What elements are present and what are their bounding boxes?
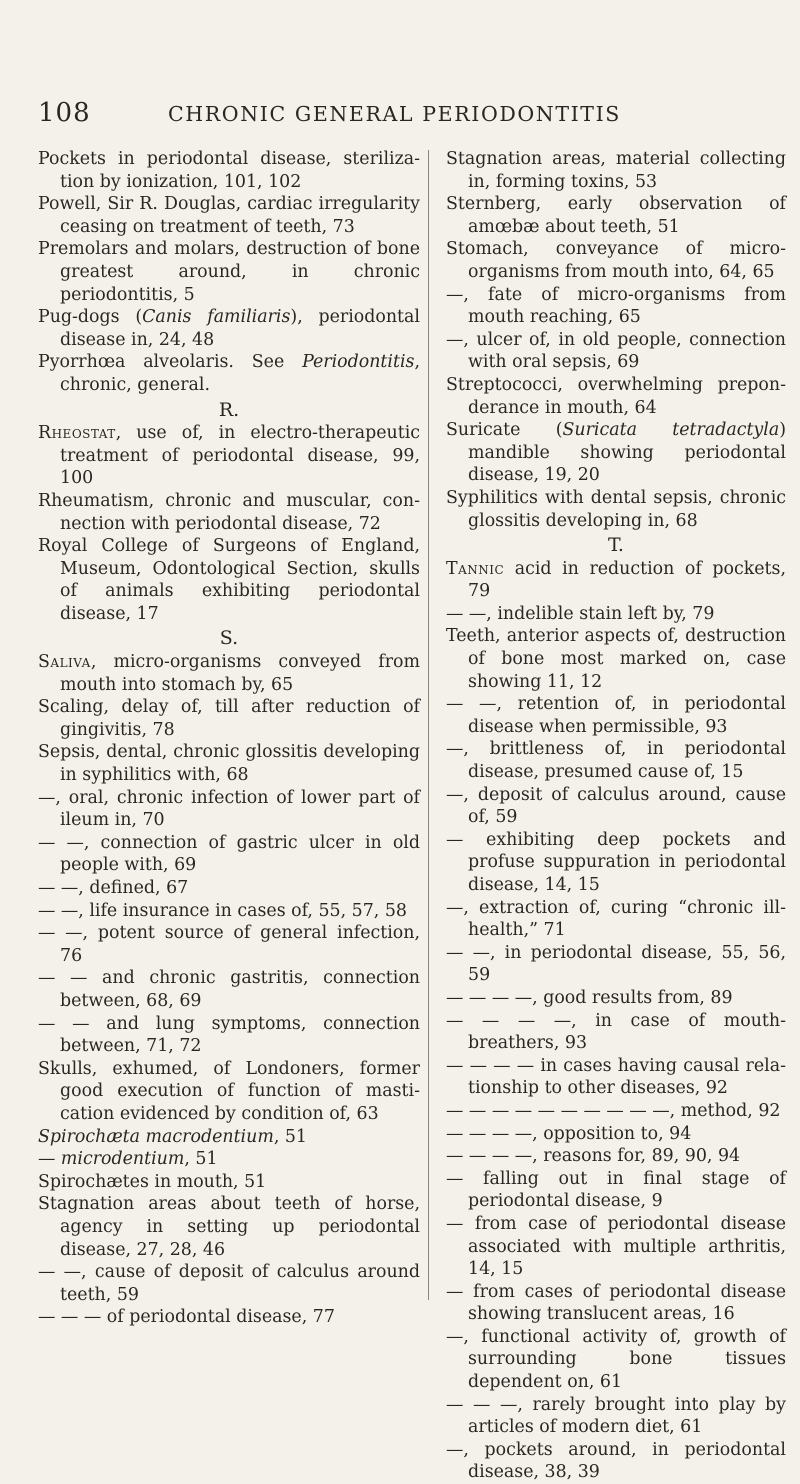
index-entry bbox=[446, 897, 786, 942]
index-entry-text: Saliva bbox=[38, 652, 91, 673]
index-entry-text: ) mandible showing periodontal disease, 19, 20 bbox=[468, 420, 786, 486]
index-entry-text: Rheostat bbox=[38, 423, 116, 444]
index-entry bbox=[446, 1213, 786, 1281]
index-entry bbox=[446, 784, 786, 829]
index-entry-text: , use of, in electro-therapeutic treatment of periodontal disease, 99, 100 bbox=[60, 423, 420, 489]
index-entry-text: — from case of periodontal disease associated with multiple arthritis, 14, 15 bbox=[446, 1213, 786, 1280]
index-entry bbox=[446, 1394, 786, 1439]
index-column-right bbox=[446, 148, 786, 1484]
index-entry bbox=[446, 1100, 786, 1123]
index-entry-text: Pug-dogs ( bbox=[38, 307, 143, 328]
index-entry bbox=[446, 942, 786, 987]
running-head: CHRONIC GENERAL PERIODONTITIS bbox=[168, 102, 621, 126]
index-entry bbox=[446, 1168, 786, 1213]
index-entry-text: — —, cause of deposit of calculus around teeth, 59 bbox=[38, 1262, 420, 1305]
index-column-left bbox=[38, 148, 420, 1329]
index-entry bbox=[38, 922, 420, 967]
index-entry-text: , 51 bbox=[273, 1126, 307, 1147]
index-entry-text: — —, in periodontal disease, 55, 56, 59 bbox=[446, 942, 786, 986]
index-entry-text: Suricata tetradactyla bbox=[562, 420, 780, 441]
index-entry bbox=[446, 1439, 786, 1484]
index-entry-text: Sepsis, dental, chronic glossitis developing in syphilitics with, 68 bbox=[38, 742, 420, 786]
index-entry-text: Spirochætes in mouth, 51 bbox=[38, 1171, 267, 1192]
index-entry-text: , chronic, general. bbox=[60, 352, 420, 395]
index-entry-text: — from cases of periodontal disease showing translucent areas, 16 bbox=[446, 1281, 786, 1325]
index-entry-text: —, brittleness of, in periodontal disease, presumed cause of, 15 bbox=[446, 739, 786, 783]
index-entry-text: Stagnation areas about teeth of horse, agency in setting up periodontal disease, 27, 28, 46 bbox=[38, 1194, 420, 1260]
index-entry-text: —, oral, chronic infection of lower part of ileum in, 70 bbox=[38, 787, 420, 831]
index-entry-text: Pockets in periodontal disease, sterilization by ionization, 101, 102 bbox=[38, 149, 420, 192]
index-entry bbox=[446, 625, 786, 693]
index-entry-text: — — — —, reasons for, 89, 90, 94 bbox=[446, 1146, 741, 1167]
index-entry-text: Tannic bbox=[446, 558, 505, 579]
index-entry-text: Pyorrhœa alveolaris. See bbox=[38, 352, 303, 373]
index-entry-text: —, extraction of, curing “chronic ill-health,” 71 bbox=[446, 897, 786, 941]
index-entry-text: Canis familiaris bbox=[142, 307, 291, 328]
index-entry bbox=[446, 693, 786, 738]
index-entry-text: — —, connection of gastric ulcer in old people with, 69 bbox=[38, 832, 420, 876]
index-entry-text: — — — —, opposition to, 94 bbox=[446, 1123, 692, 1144]
index-entry bbox=[38, 900, 420, 923]
index-entry bbox=[38, 1306, 420, 1329]
index-entry-text: , micro-organisms conveyed from mouth into stomach by, 65 bbox=[60, 652, 420, 695]
index-entry bbox=[446, 1055, 786, 1100]
index-entry bbox=[38, 193, 420, 238]
index-entry bbox=[446, 148, 786, 193]
index-entry bbox=[446, 329, 786, 374]
index-entry-text: — exhibiting deep pockets and profuse suppuration in periodontal disease, 14, 15 bbox=[446, 829, 786, 895]
index-entry bbox=[38, 1058, 420, 1126]
index-entry-text: — —, retention of, in periodontal disease when permissible, 93 bbox=[446, 694, 786, 737]
index-entry-text: Teeth, anterior aspects of, destruction of bone most marked on, case showing 11, 12 bbox=[446, 626, 786, 692]
index-entry-text: —, fate of micro-organisms from mouth reaching, 65 bbox=[446, 284, 786, 328]
index-entry bbox=[446, 1010, 786, 1055]
index-entry-text: — — and chronic gastritis, connection between, 68, 69 bbox=[38, 968, 420, 1011]
index-entry-text: Periodontitis bbox=[302, 352, 415, 373]
index-entry-text: Suricate ( bbox=[446, 420, 563, 441]
index-entry bbox=[446, 419, 786, 487]
index-entry bbox=[38, 1193, 420, 1261]
index-entry-text: — — — —, in case of mouth-breathers, 93 bbox=[446, 1010, 786, 1054]
index-entry-text: — — — of periodontal disease, 77 bbox=[38, 1307, 335, 1328]
index-entry bbox=[38, 1171, 420, 1194]
index-entry-text: — falling out in final stage of periodontal disease, 9 bbox=[446, 1168, 786, 1212]
index-entry bbox=[38, 1126, 420, 1149]
index-entry bbox=[446, 1326, 786, 1394]
index-entry bbox=[446, 1281, 786, 1326]
section-letter: R. bbox=[218, 398, 240, 421]
index-entry-text: Spirochæta macrodentium bbox=[38, 1126, 274, 1147]
index-entry-text: — — — — in cases having causal relationship to other diseases, 92 bbox=[446, 1055, 786, 1099]
index-entry-text: Skulls, exhumed, of Londoners, former good execution of function of mastication evidenced by condition of, 63 bbox=[38, 1058, 420, 1124]
index-entry-text: — — and lung symptoms, connection between, 71, 72 bbox=[38, 1013, 420, 1057]
index-entry bbox=[38, 1261, 420, 1306]
index-entry bbox=[38, 422, 420, 490]
index-entry-text: — —, life insurance in cases of, 55, 57, 58 bbox=[38, 900, 407, 921]
index-entry bbox=[38, 741, 420, 786]
page-header bbox=[38, 98, 768, 128]
index-entry bbox=[38, 490, 420, 535]
index-entry-text: Stomach, conveyance of micro-organisms from mouth into, 64, 65 bbox=[446, 239, 786, 282]
section-letter: S. bbox=[219, 627, 239, 650]
index-entry bbox=[38, 535, 420, 625]
index-entry-text: — —, indelible stain left by, 79 bbox=[446, 603, 715, 624]
index-entry bbox=[446, 738, 786, 783]
index-entry-text: Syphilitics with dental sepsis, chronic glossitis developing in, 68 bbox=[446, 487, 786, 531]
index-entry bbox=[446, 1145, 786, 1168]
index-entry-text: — — — —, good results from, 89 bbox=[446, 987, 733, 1008]
index-entry-text: acid in reduction of pockets, 79 bbox=[468, 558, 786, 602]
index-entry bbox=[446, 238, 786, 283]
section-letter: T. bbox=[608, 534, 624, 557]
index-entry-text: Streptococci, overwhelming preponderance in mouth, 64 bbox=[446, 374, 786, 418]
index-entry-text: —, pockets around, in periodontal disease, 38, 39 bbox=[446, 1439, 786, 1483]
index-entry bbox=[38, 832, 420, 877]
index-entry-text: Stagnation areas, material collecting in, forming toxins, 53 bbox=[446, 149, 786, 192]
index-entry-text: — — —, rarely brought into play by articles of modern diet, 61 bbox=[446, 1394, 786, 1438]
index-entry-text: , 51 bbox=[184, 1149, 218, 1170]
index-entry-text: — —, potent source of general infection, 76 bbox=[38, 923, 420, 966]
index-entry bbox=[38, 1148, 420, 1171]
index-entry-text: —, functional activity of, growth of surrounding bone tissues dependent on, 61 bbox=[446, 1326, 786, 1393]
index-entry-text: — bbox=[38, 1149, 61, 1170]
index-entry bbox=[38, 238, 420, 306]
index-entry-text: Royal College of Surgeons of England, Museum, Odontological Section, skulls of animals exhibiting periodontal disease, 17 bbox=[38, 536, 420, 624]
index-entry bbox=[446, 1123, 786, 1146]
index-entry-text: — — — — — — — — — —, method, 92 bbox=[446, 1100, 781, 1121]
index-entry bbox=[38, 696, 420, 741]
index-entry-text: —, ulcer of, in old people, connection with oral sepsis, 69 bbox=[446, 329, 786, 373]
index-entry bbox=[38, 877, 420, 900]
index-entry bbox=[38, 1013, 420, 1058]
index-entry bbox=[446, 374, 786, 419]
index-entry-text: Sternberg, early observation of amœbæ about teeth, 51 bbox=[446, 194, 786, 237]
index-entry-text: Rheumatism, chronic and muscular, connection with periodontal disease, 72 bbox=[38, 490, 420, 534]
page-number: 108 bbox=[38, 98, 91, 128]
index-entry-text: Scaling, delay of, till after reduction of gingivitis, 78 bbox=[38, 697, 420, 740]
index-entry bbox=[446, 603, 786, 626]
index-entry-text: — —, defined, 67 bbox=[38, 878, 189, 898]
index-entry-text: Powell, Sir R. Douglas, cardiac irregularity ceasing on treatment of teeth, 73 bbox=[38, 194, 420, 237]
index-entry bbox=[38, 651, 420, 696]
index-entry bbox=[38, 306, 420, 351]
index-entry bbox=[446, 829, 786, 897]
index-entry bbox=[446, 558, 786, 603]
index-entry-text: Premolars and molars, destruction of bone greatest around, in chronic periodontitis, 5 bbox=[38, 239, 420, 305]
index-entry bbox=[446, 987, 786, 1010]
column-divider bbox=[428, 150, 429, 1300]
index-entry bbox=[38, 967, 420, 1012]
index-entry bbox=[38, 351, 420, 396]
index-entry bbox=[38, 148, 420, 193]
index-entry bbox=[446, 487, 786, 532]
index-entry bbox=[446, 193, 786, 238]
index-entry-text: microdentium bbox=[60, 1149, 185, 1170]
index-entry bbox=[446, 284, 786, 329]
index-entry-text: ), periodontal disease in, 24, 48 bbox=[60, 307, 420, 350]
index-entry bbox=[38, 787, 420, 832]
index-entry-text: —, deposit of calculus around, cause of, 59 bbox=[446, 784, 786, 828]
